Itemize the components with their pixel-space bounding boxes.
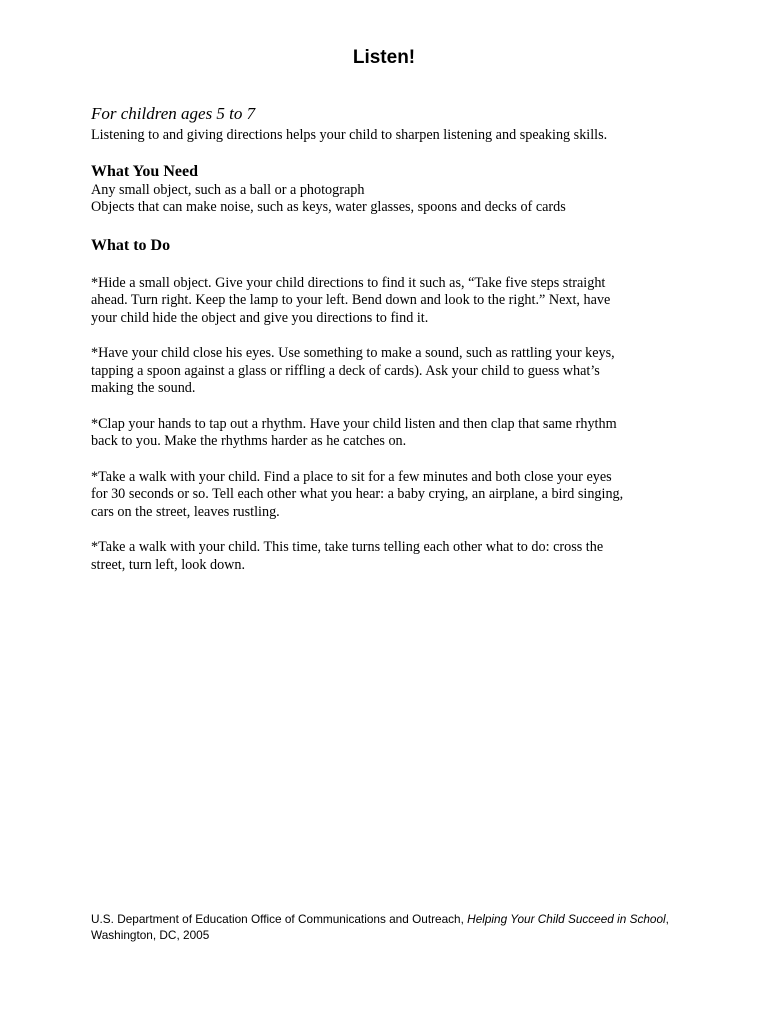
- need-item: Objects that can make noise, such as keys, water glasses, spoons and decks of cards: [91, 199, 566, 215]
- what-to-do-heading: What to Do: [91, 236, 171, 254]
- intro-paragraph: Listening to and giving directions helps your child to sharpen listening and speaking skills.: [91, 127, 608, 143]
- age-subtitle: For children ages 5 to 7: [91, 104, 256, 123]
- citation-location: , Washington, DC, 2005: [91, 912, 669, 942]
- source-citation: [91, 911, 681, 943]
- document-body: [91, 104, 631, 592]
- need-item: Any small object, such as a ball or a photograph: [91, 181, 365, 198]
- page-title: Listen!: [352, 47, 416, 68]
- citation-publication: Helping Your Child Succeed in School: [467, 912, 666, 926]
- activity-paragraph: *Take a walk with your child. Find a place to sit for a few minutes and both close your eyes for 30 seconds or so. Tell each other what you hear: a baby crying, an airplane, a bird singing, cars on the street, leaves rustling.: [91, 468, 624, 520]
- activity-paragraph: *Hide a small object. Give your child directions to find it such as, “Take five steps straight ahead. Turn right. Keep the lamp to your left. Bend down and look to the right.” Next, have your child hide the object and give you directions to find it.: [91, 274, 611, 326]
- activity-paragraph: *Clap your hands to tap out a rhythm. Have your child listen and then clap that same rhythm back to you. Make the rhythms harder as he catches on.: [91, 415, 617, 449]
- citation-source: U.S. Department of Education Office of Communications and Outreach,: [91, 912, 468, 926]
- what-you-need-heading: What You Need: [91, 162, 198, 180]
- activity-paragraph: *Have your child close his eyes. Use something to make a sound, such as rattling your keys, tapping a spoon against a glass or riffling a deck of cards). Ask your child to guess what’s making the sound.: [91, 345, 615, 396]
- activity-paragraph: *Take a walk with your child. This time, take turns telling each other what to do: cross the street, turn left, look down.: [91, 539, 604, 573]
